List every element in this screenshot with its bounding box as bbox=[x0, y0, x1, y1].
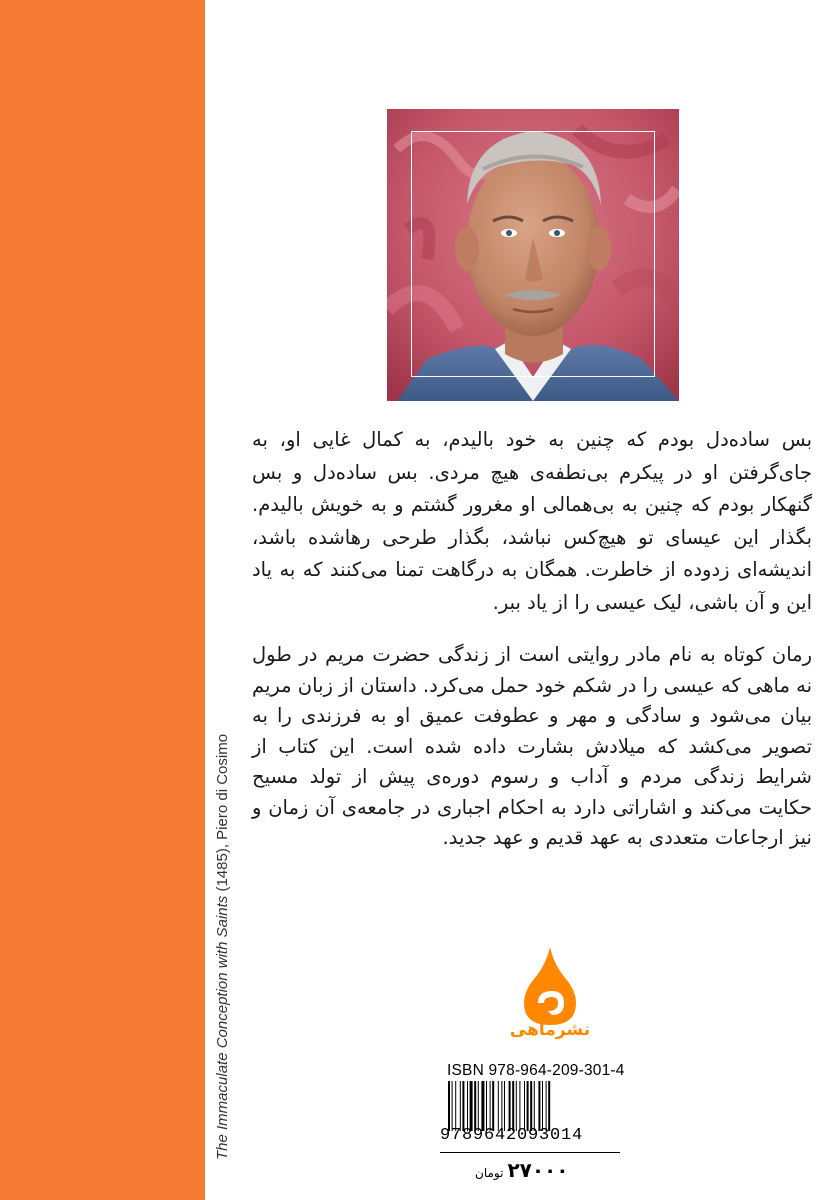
isbn-text: ISBN 978-964-209-301-4 bbox=[447, 1062, 625, 1079]
quote-paragraph: بس ساده‌دل بودم که چنین به خود بالیدم، به کمال غایی او، به جای‌گرفتن او در پیکرم بی‌نطفه‌ی هیچ مردی. بس ساده‌دل و بس گنهکار بودم که چنین به بی‌همالی او مغرور گشتم و به خویش بالیدم. بگذار این عیسای تو هیچ‌کس نباشد، بگذار طرحی رهاشده باشد، اندیشه‌ای زدوده از خاطرت. همگان به درگاهت تمنا می‌کنند که به یاد این و آن باشی، لیک عیسی را از یاد ببر. bbox=[252, 428, 812, 614]
barcode-icon bbox=[447, 1081, 620, 1131]
price-unit: تومان bbox=[475, 1166, 504, 1180]
barcode-number: 9789642093014 bbox=[440, 1126, 584, 1145]
synopsis-paragraph: رمان کوتاه به نام مادر روایتی است از زندگی حضرت مریم در طول نه ماهی که عیسی را در شکم خود حمل می‌کرد. داستان از زبان مریم بیان می‌شود و سادگی و مهر و عطوفت عمیق او به فرزندی را به تصویر می‌کشد که میلادش بشارت داده شده است. این کتاب از شرایط زندگی مردم و آداب و رسوم دوره‌ی پیش از تولد مسیح حکایت می‌کند و اشاراتی دارد به احکام اجباری در جامعه‌ی آن زمان و نیز ارجاعات متعددی به عهد قدیم و عهد جدید. bbox=[252, 643, 812, 849]
artwork-year: (1485), bbox=[214, 839, 231, 896]
portrait-frame bbox=[411, 131, 655, 377]
price-value: ۲۷۰۰۰ bbox=[507, 1158, 569, 1182]
spine-band bbox=[0, 0, 205, 1200]
artwork-title: The Immaculate Conception with Saints bbox=[214, 895, 231, 1160]
artwork-artist: Piero di Cosimo bbox=[214, 733, 231, 840]
price bbox=[475, 1158, 568, 1182]
publisher-name: نشرماهی bbox=[509, 1020, 591, 1040]
price-divider bbox=[440, 1152, 620, 1153]
spine-caption bbox=[214, 710, 231, 1160]
